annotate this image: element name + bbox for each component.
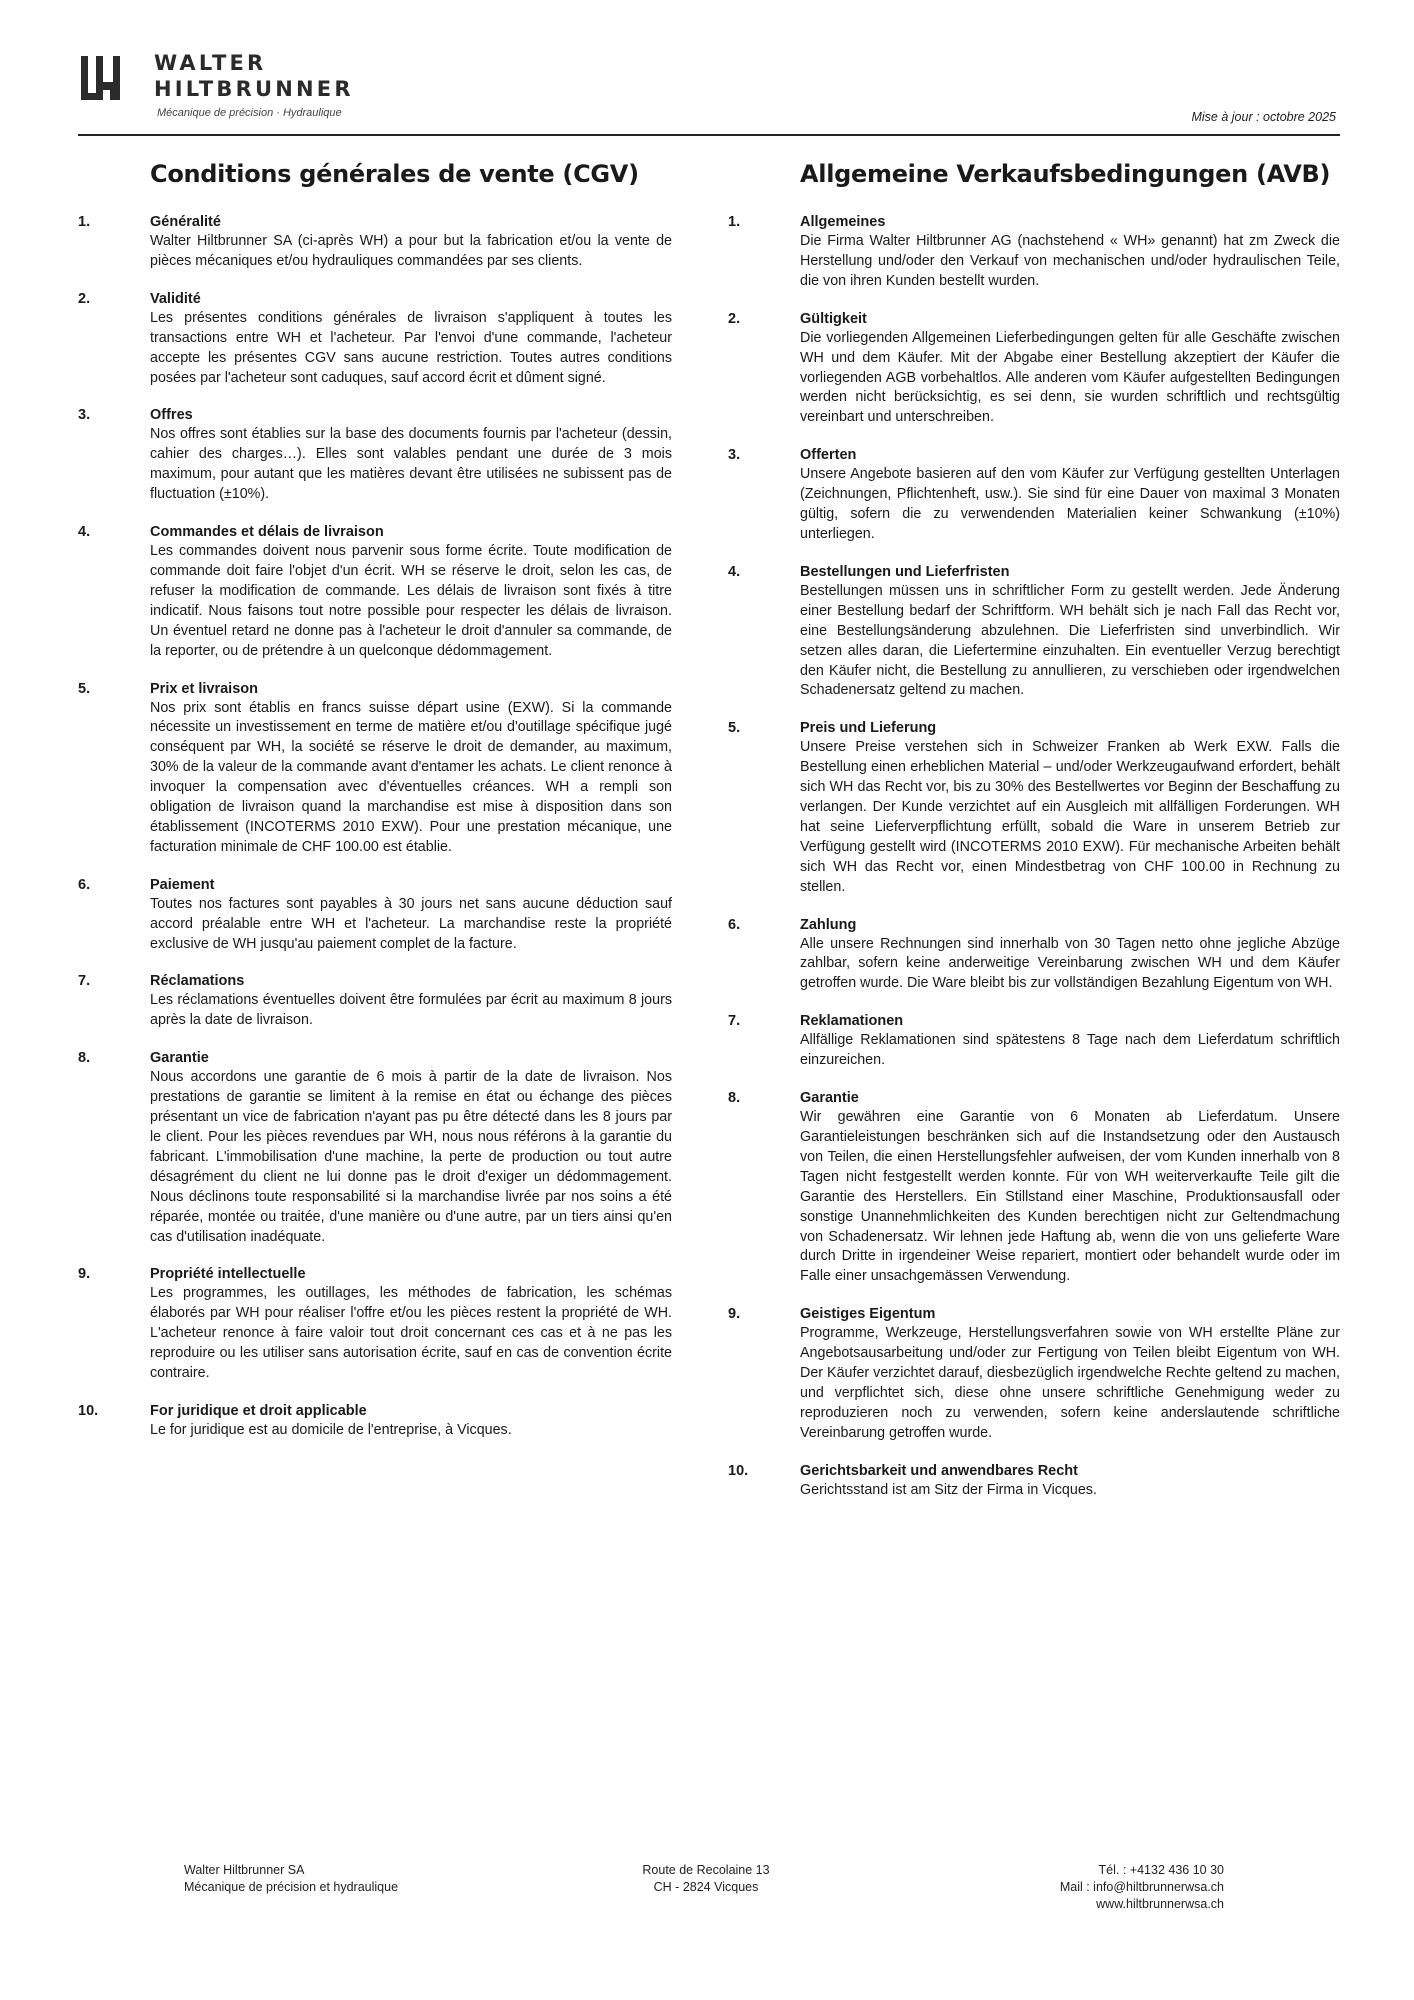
- company-logo-icon: [78, 50, 124, 104]
- section-content: [800, 562, 1340, 701]
- section-text: Die Firma Walter Hiltbrunner AG (nachstehend « WH» genannt) hat zm Zweck die Herstellung und/oder den Verkauf von mechanischen und/oder hydraulischen Teile, die von ihren Kunden bestellt wurden.: [800, 233, 1340, 289]
- footer-email[interactable]: Mail : info@hiltbrunnerwsa.ch: [1059, 1880, 1224, 1894]
- section-number: 8.: [728, 1090, 741, 1107]
- section-de-1: [728, 212, 1340, 292]
- section-title: Généralité: [150, 214, 221, 230]
- section-de-3: [728, 445, 1340, 545]
- section-text: Unsere Preise verstehen sich in Schweizer Franken ab Werk EXW. Falls die Bestellung einen erheblichen Material – und/oder Werkzeugaufwand erfordert, behält sich WH das Recht vor, bis zu 30% des Bestellwertes vor Beginn der Beschaffung zu verlangen. Der Kunde verzichtet auf ein Ausgleich mit allfälligen Forderungen. WH hat seine Lieferverpflichtung erfüllt, sobald die Ware in unserem Betrieb zur Verfügung gestellt wird (INCOTERMS 2010 EXW). Für mechanische Arbeiten behält sich WH das Recht vor, einen Mindestbetrag von CHF 100.00 in Rechnung zu stellen.: [800, 739, 1340, 895]
- footer-company: [184, 1862, 398, 1896]
- section-de-6: [728, 915, 1340, 995]
- section-text: Les réclamations éventuelles doivent être formulées par écrit au maximum 8 jours après la date de livraison.: [150, 992, 672, 1029]
- section-number: 9.: [728, 1306, 741, 1323]
- column-french: [78, 160, 672, 1458]
- section-text: Le for juridique est au domicile de l'entreprise, à Vicques.: [150, 1421, 512, 1438]
- footer-contact: [1060, 1862, 1224, 1913]
- brand-line-2: HILTBRUNNER: [154, 77, 354, 101]
- section-de-10: [728, 1461, 1340, 1501]
- footer-city: CH - 2824 Vicques: [653, 1880, 759, 1894]
- section-number: 5.: [78, 680, 91, 697]
- section-title: Allgemeines: [800, 214, 886, 230]
- section-content: [800, 445, 1340, 545]
- sections-german: [728, 212, 1340, 1501]
- section-content: [150, 971, 672, 1031]
- section-text: Nous accordons une garantie de 6 mois à partir de la date de livraison. Nos prestations de garantie se limitent à la remise en état ou échange des pièces présentant un vice de fabrication n'ayant pas pu être détecté dans les 8 jours par le client. Pour les pièces revendues par WH, nous nous référons à la garantie du fabricant. L'immobilisation d'une machine, la perte de production ou tout autre désagrément du client ne lui donne pas le droit d'exiger un dédommagement. Nous déclinons toute responsabilité si la marchandise livrée par nos soins a été réparée, montée ou traitée, d'une manière ou d'une autre, par un tiers ainsi qu'en cas d'utilisation inadéquate.: [150, 1069, 672, 1245]
- section-number: 7.: [78, 973, 91, 990]
- section-number: 10.: [78, 1402, 99, 1419]
- section-de-9: [728, 1304, 1340, 1443]
- section-title: Prix et livraison: [150, 680, 258, 697]
- section-title: Zahlung: [800, 916, 857, 933]
- section-title: Offres: [150, 407, 193, 424]
- section-number: 4.: [78, 524, 91, 541]
- section-text: Les commandes doivent nous parvenir sous forme écrite. Toute modification de commande doit faire l'objet d'un écrit. WH se réserve le droit, selon les cas, de refuser la modification de commande. Les délais de livraison sont fixés à titre indicatif. Nous faisons tout notre possible pour respecter les délais de livraison. Un éventuel retard ne donne pas à l'acheteur le droit d'annuler sa commande, de la reporter, ou de prétendre à un quelconque dédommagement.: [150, 543, 672, 659]
- section-content: [150, 875, 672, 955]
- section-number: 8.: [78, 1050, 91, 1067]
- title-german: Allgemeine Verkaufsbedingungen (AVB): [800, 160, 1331, 188]
- footer-street: Route de Recolaine 13: [642, 1863, 770, 1877]
- title-french: Conditions générales de vente (CGV): [150, 160, 639, 188]
- section-fr-1: [78, 212, 672, 272]
- section-content: [150, 522, 672, 661]
- section-content: [800, 1304, 1340, 1443]
- section-number: 9.: [78, 1266, 91, 1283]
- section-de-7: [728, 1011, 1340, 1071]
- sections-french: [78, 212, 672, 1441]
- section-fr-2: [78, 289, 672, 389]
- section-content: [150, 212, 672, 272]
- section-fr-4: [78, 522, 672, 661]
- section-de-5: [728, 718, 1340, 897]
- section-content: [800, 915, 1340, 995]
- section-text: Bestellungen müssen uns in schriftlicher Form zu gestellt werden. Jede Änderung einer Bestellung bedarf der Schriftform. WH behält sich je nach Fall das Recht vor, eine Bestellungsänderung abzulehnen. Die Lieferfristen sind unverbindlich. Wir setzen alles daran, die Liefertermine einzuhalten. Ein eventueller Verzug berechtigt den Käufer nicht, die Bestellung zu annullieren, zu verschieben oder irgendwelchen Schadenersatz geltend zu machen.: [800, 582, 1340, 699]
- section-title: Garantie: [150, 1050, 209, 1067]
- section-title: Réclamations: [150, 973, 245, 990]
- brand-line-1: WALTER: [154, 51, 267, 75]
- section-content: [800, 1461, 1340, 1501]
- brand-tagline: Mécanique de précision · Hydraulique: [157, 107, 342, 119]
- brand-name: [154, 50, 354, 102]
- section-text: Wir gewähren eine Garantie von 6 Monaten ab Lieferdatum. Unsere Garantieleistungen beschränken sich auf die Instandsetzung oder den Austausch von Teilen, die einen Herstellungsfehler aufweisen, der vom Kunden innerhalb von 8 Tagen nicht festgestellt werden konnte. Für von WH weiterverkaufte Teile gilt die Garantie des Herstellers. Ein Stillstand einer Maschine, Produktionsausfall oder sonstige Unannehmlichkeiten des Kunden berechtigen nicht zur Geltendmachung von Schadenersatz. Wir lehnen jede Haftung ab, wenn die von uns gelieferte Ware durch Dritte in irgendeiner Weise repariert, montiert oder behandelt wurde oder im Falle einer unsachgemässen Verwendung.: [800, 1109, 1340, 1285]
- section-number: 1.: [728, 214, 741, 230]
- section-content: [800, 1011, 1340, 1071]
- section-text: Programme, Werkzeuge, Herstellungsverfahren sowie von WH erstellte Pläne zur Angebotsausarbeitung und/oder zur Fertigung von Teilen bleibt Eigentum von WH. Der Käufer verzichtet darauf, diesbezüglich irgendwelche Rechte geltend zu machen, und verpflichtet sich, diese ohne unsere schriftliche Genehmigung weder zu reproduzieren noch zu verwenden, sofern keine anderslautende schriftliche Vereinbarung getroffen wurde.: [800, 1325, 1340, 1441]
- section-text: Nos offres sont établies sur la base des documents fournis par l'acheteur (dessin, cahier des charges…). Elles sont valables pendant une durée de 3 mois maximum, pour autant que les matières devant être utilisées ne subissent pas de fluctuation (±10%).: [150, 426, 672, 503]
- footer-phone: Tél. : +4132 436 10 30: [1098, 1863, 1224, 1877]
- update-date: Mise à jour : octobre 2025: [1191, 110, 1336, 124]
- section-number: 6.: [78, 876, 91, 893]
- section-text: Nos prix sont établis en francs suisse départ usine (EXW). Si la commande nécessite un investissement en terme de matière et/ou d'outillage spécifique jugé conséquent par WH, la société se réserve le droit de demander, au maximum, 30% de la valeur de la commande avant d'entamer les achats. Le client renonce à invoquer la compensation avec d'éventuelles créances. WH a rempli son obligation de livraison quand la marchandise est mise à disposition dans son établissement (INCOTERMS 2010 EXW). Pour une prestation mécanique, une facturation minimale de CHF 100.00 est établie.: [150, 699, 672, 855]
- section-content: [150, 1048, 672, 1247]
- section-title: Paiement: [150, 876, 215, 893]
- section-fr-3: [78, 405, 672, 505]
- section-fr-9: [78, 1264, 672, 1384]
- section-number: 2.: [78, 290, 91, 307]
- section-title: For juridique et droit applicable: [150, 1402, 367, 1419]
- section-text: Walter Hiltbrunner SA (ci-après WH) a pour but la fabrication et/ou la vente de pièces mécaniques et/ou hydrauliques commandées par ses clients.: [150, 233, 672, 269]
- section-title: Bestellungen und Lieferfristen: [800, 563, 1010, 580]
- section-text: Les présentes conditions générales de livraison s'appliquent à toutes les transactions entre WH et l'acheteur. Par l'envoi d'une commande, l'acheteur accepte les présentes CGV sans aucune restriction. Toutes autres conditions posées par l'acheteur sont caduques, sauf accord écrit et dûment signé.: [150, 309, 672, 386]
- section-number: 3.: [728, 447, 741, 464]
- section-de-4: [728, 562, 1340, 701]
- section-content: [800, 718, 1340, 897]
- section-text: Allfällige Reklamationen sind spätestens 8 Tage nach dem Lieferdatum schriftlich einzureichen.: [800, 1032, 1340, 1069]
- section-fr-10: [78, 1401, 672, 1441]
- page-header: [78, 48, 1340, 136]
- section-number: 5.: [728, 720, 741, 737]
- section-title: Commandes et délais de livraison: [150, 524, 384, 541]
- section-text: Les programmes, les outillages, les méthodes de fabrication, les schémas élaborés par WH pour réaliser l'offre et/ou les pièces restent la propriété de WH. L'acheteur renonce à faire valoir tout droit concernant ces cas et à ne pas les reproduire ou les utiliser sans autorisation écrite, sauf en cas de convention écrite contraire.: [150, 1285, 672, 1382]
- section-text: Gerichtsstand ist am Sitz der Firma in Vicques.: [800, 1481, 1097, 1498]
- section-de-2: [728, 309, 1340, 429]
- section-title: Propriété intellectuelle: [150, 1266, 306, 1283]
- section-title: Garantie: [800, 1090, 859, 1107]
- section-text: Toutes nos factures sont payables à 30 jours net sans aucune déduction sauf accord préalable entre WH et l'acheteur. La marchandise reste la propriété exclusive de WH jusqu'au paiement complet de la facture.: [150, 895, 672, 952]
- section-fr-8: [78, 1048, 672, 1247]
- section-de-8: [728, 1088, 1340, 1287]
- section-title: Offerten: [800, 447, 857, 464]
- section-title: Preis und Lieferung: [800, 720, 937, 737]
- section-number: 1.: [78, 214, 91, 230]
- section-content: [150, 1401, 672, 1441]
- section-content: [150, 289, 672, 389]
- section-text: Unsere Angebote basieren auf den vom Käufer zur Verfügung gestellten Unterlagen (Zeichnungen, Pflichtenheft, usw.). Sie sind für eine Dauer von maximal 3 Monaten gültig, sofern die zu verwendenden Materialien keiner Schwankung (±10%) unterliegen.: [800, 466, 1340, 542]
- section-content: [800, 1088, 1340, 1287]
- section-fr-7: [78, 971, 672, 1031]
- section-number: 6.: [728, 916, 741, 933]
- section-number: 10.: [728, 1462, 749, 1479]
- header-divider: [78, 134, 1340, 136]
- section-title: Validité: [150, 290, 201, 307]
- section-content: [800, 309, 1340, 429]
- section-content: [150, 1264, 672, 1384]
- footer-website[interactable]: www.hiltbrunnerwsa.ch: [1096, 1897, 1224, 1911]
- section-number: 7.: [728, 1013, 741, 1030]
- section-title: Reklamationen: [800, 1013, 904, 1030]
- section-content: [800, 212, 1340, 292]
- section-number: 4.: [728, 563, 741, 580]
- section-content: [150, 679, 672, 858]
- section-text: Alle unsere Rechnungen sind innerhalb von 30 Tagen netto ohne jegliche Abzüge zahlbar, sofern keine anderweitige Vereinbarung zwischen WH und dem Käufer getroffen wurde. Die Ware bleibt bis zur vollständigen Bezahlung Eigentum von WH.: [800, 935, 1340, 992]
- section-content: [150, 405, 672, 505]
- footer-company-name: Walter Hiltbrunner SA: [184, 1863, 305, 1877]
- footer-company-desc: Mécanique de précision et hydraulique: [184, 1880, 399, 1894]
- section-title: Gültigkeit: [800, 310, 867, 327]
- section-number: 2.: [728, 310, 741, 327]
- section-title: Geistiges Eigentum: [800, 1306, 936, 1323]
- section-fr-6: [78, 875, 672, 955]
- section-fr-5: [78, 679, 672, 858]
- column-german: [728, 160, 1340, 1518]
- section-title: Gerichtsbarkeit und anwendbares Recht: [800, 1462, 1078, 1479]
- section-text: Die vorliegenden Allgemeinen Lieferbedingungen gelten für alle Geschäfte zwischen WH und dem Käufer. Mit der Abgabe einer Bestellung akzeptiert der Käufer die vorliegenden AGB vorbehaltlos. Alle anderen vom Käufer aufgestellten Bedingungen werden nicht berücksichtig, es sei denn, sie wurden schriftlich und rechtsgültig vereinbart und unterschreiben.: [800, 329, 1340, 426]
- section-number: 3.: [78, 407, 91, 424]
- footer-address: [630, 1862, 782, 1896]
